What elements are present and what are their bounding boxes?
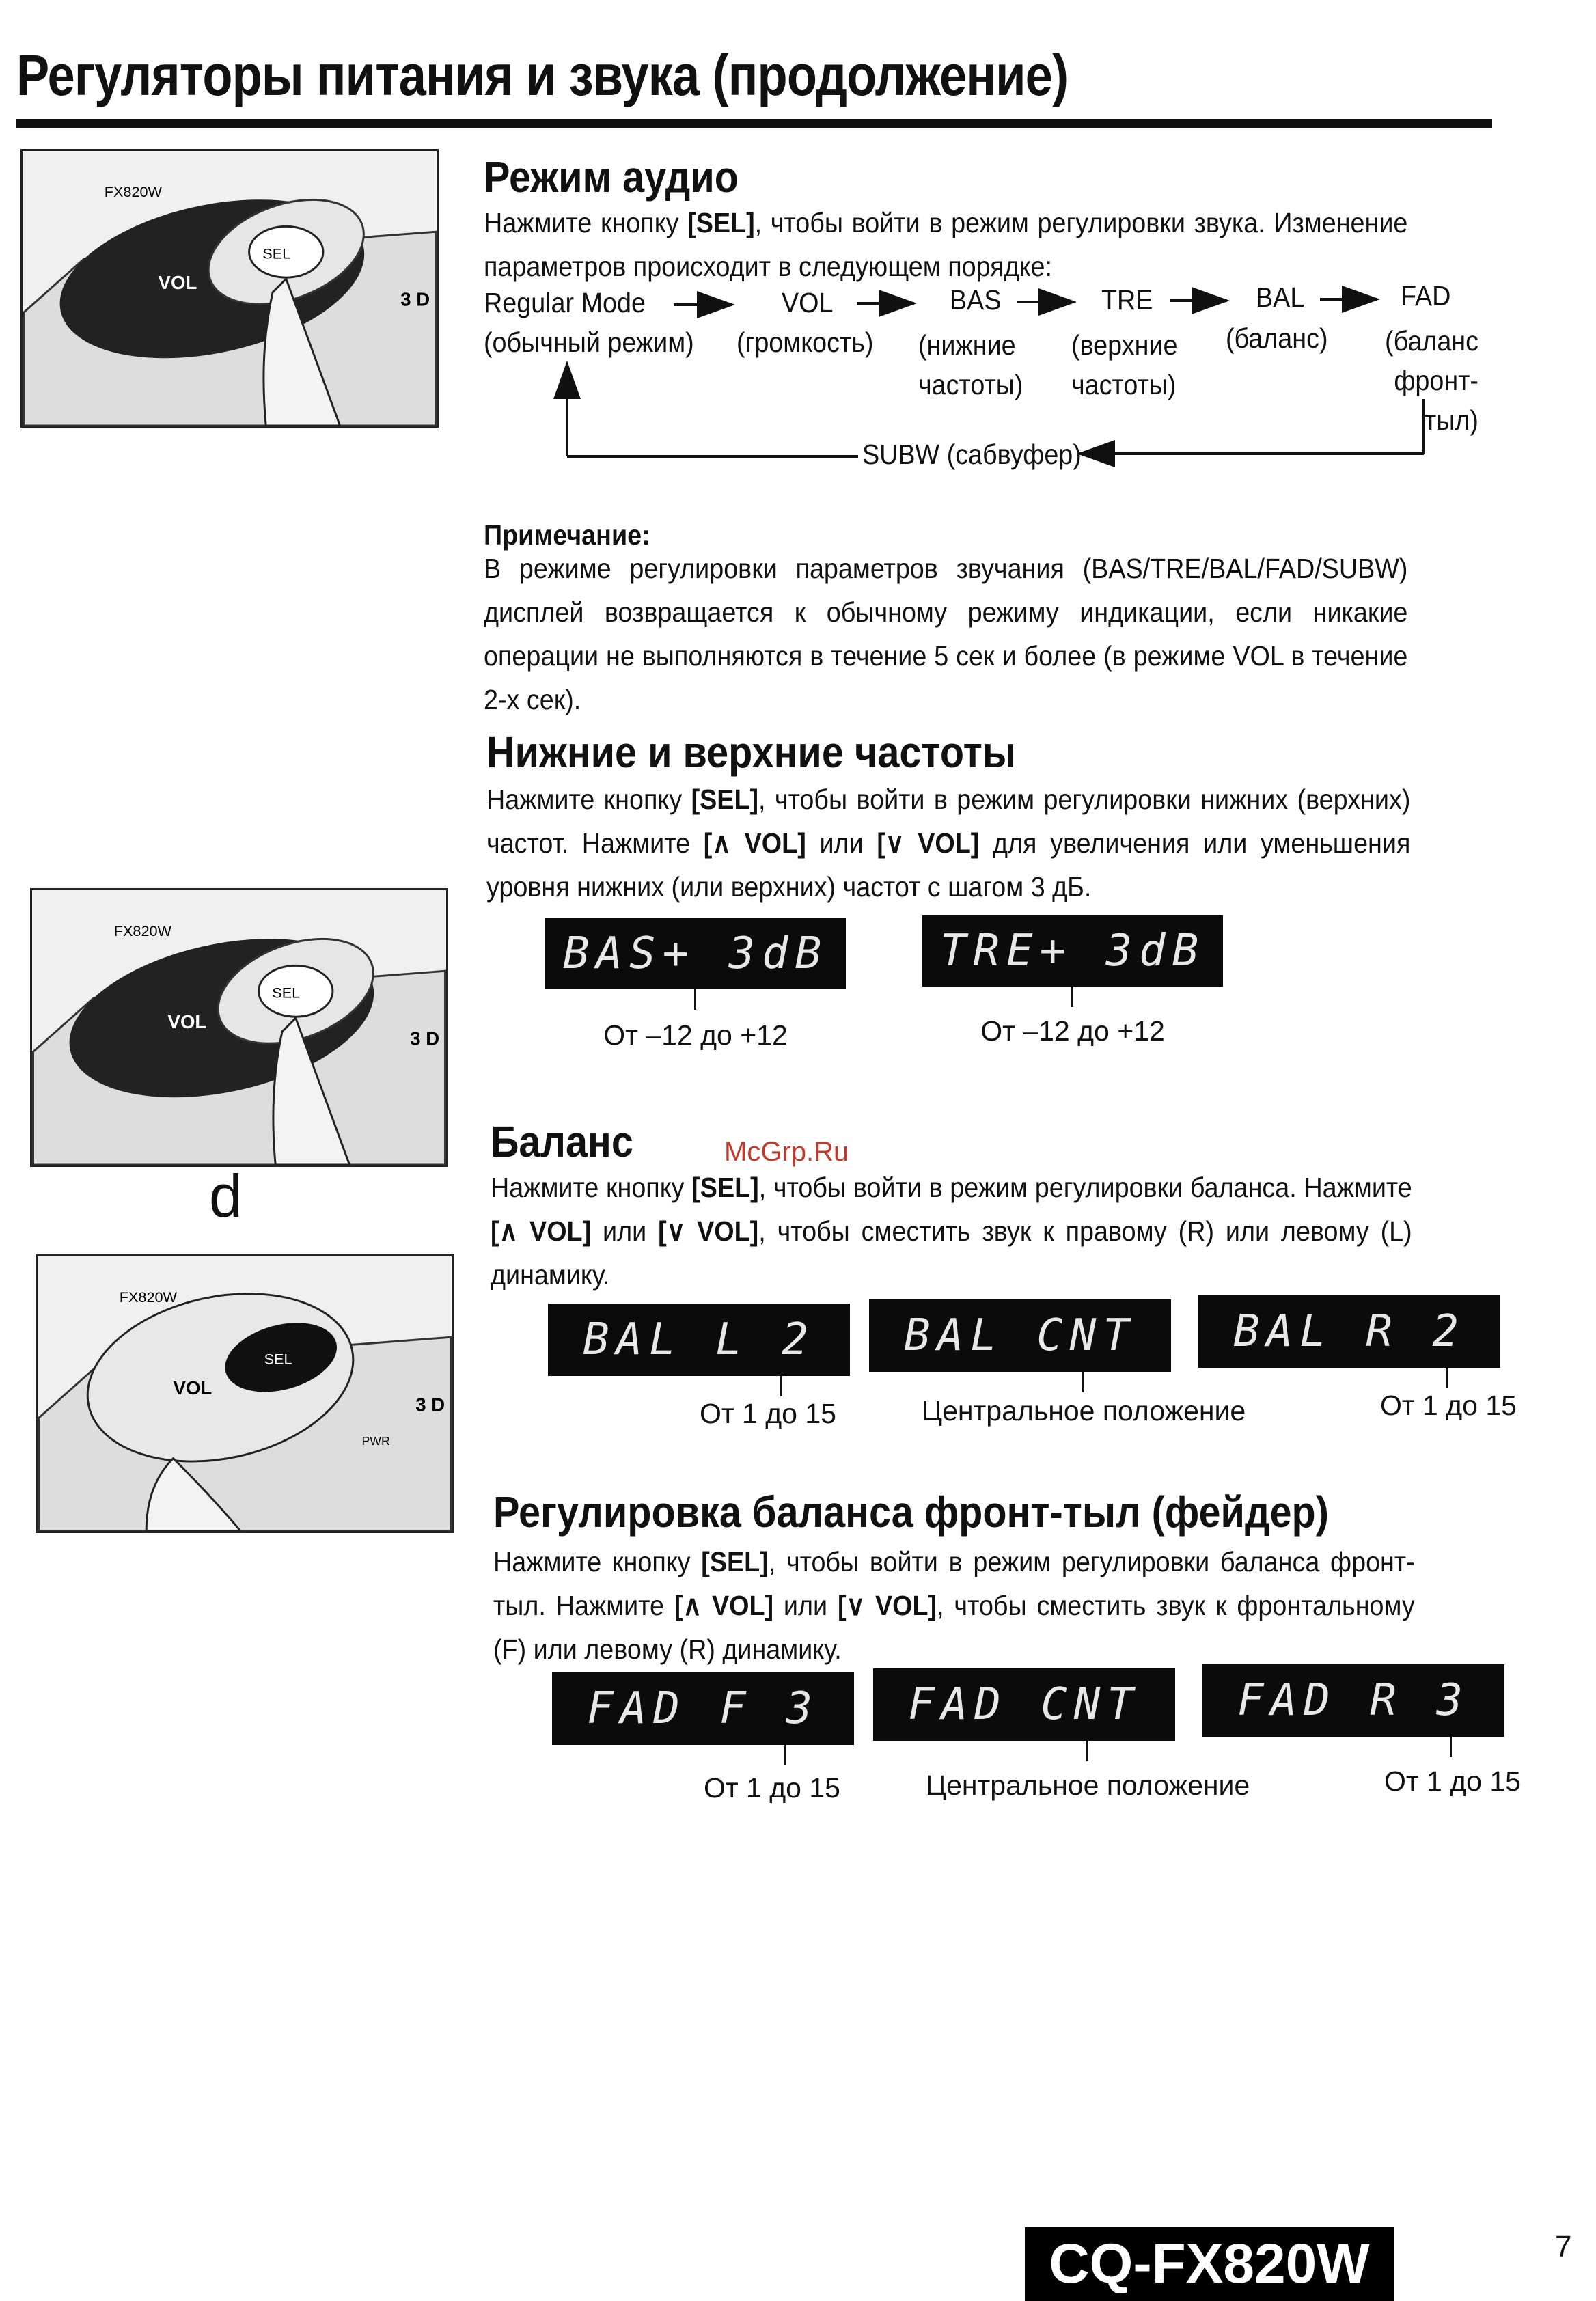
lcd-balance-right-caption: От 1 до 15 [1380,1390,1517,1421]
flow-sub-tre: (верхние частоты) [1071,329,1178,400]
flow-item-subw: SUBW (сабвуфер) [862,439,1082,470]
flow-sub-bas: (нижние частоты) [918,329,1023,400]
lcd-bass-caption: От –12 до +12 [603,1019,788,1051]
lcd-balance-left: BAL L 2 [548,1304,850,1376]
heading-bass-treble: Нижние и верхние частоты [486,728,1016,777]
page-title: Регуляторы питания и звука (продолжение) [16,43,1069,107]
device-photo-vol [36,1254,454,1533]
lcd-fader-rear-tick [1450,1737,1452,1757]
lcd-treble: TRE+ 3dB [922,915,1223,987]
balance-text: Нажмите кнопку [SEL], чтобы войти в режим регулировки баланса. Нажмите [∧ VOL] или [∨ VOL], чтобы сместить звук к правому (R) или левому (L) динамику. [491,1172,1412,1291]
lcd-fader-front-caption: От 1 до 15 [704,1772,840,1804]
device-photo-sel-2 [30,888,448,1167]
lcd-fader-rear-caption: От 1 до 15 [1384,1765,1521,1797]
svg-text:FX820W: FX820W [113,922,171,939]
lcd-balance-center-tick [1082,1372,1084,1392]
svg-text:SEL: SEL [262,245,291,262]
lcd-fader-center: FAD CNT [873,1668,1175,1741]
flow-item-regular: Regular Mode [484,287,646,318]
flow-item-tre: TRE [1101,284,1153,316]
lcd-balance-right-tick [1446,1368,1448,1388]
svg-text:PWR: PWR [361,1433,390,1448]
heading-audio-mode: Режим аудио [484,152,739,202]
page-number: 7 [1555,2230,1572,2263]
svg-text:VOL: VOL [173,1377,212,1398]
flow-item-fad: FAD [1401,280,1451,312]
lcd-balance-left-tick [780,1376,782,1396]
lcd-balance-center-caption: Центральное положение [921,1395,1246,1427]
note-text: В режиме регулировки параметров звучания (BAS/TRE/BAL/FAD/SUBW) дисплей возвращается к обычному режиму индикации, если никакие операции не выполняются в течение 5 сек и более (в режиме VOL в течение 2-х сек). [484,553,1408,715]
flow-sub-regular: (обычный режим) [484,327,694,358]
flow-item-vol: VOL [782,287,834,318]
svg-text:SEL: SEL [264,1350,292,1368]
audio-mode-text: Нажмите кнопку [SEL], чтобы войти в режим регулировки звука. Изменение параметров происходит в следующем порядке: [484,207,1408,282]
svg-text:VOL: VOL [158,271,197,293]
lcd-balance-center: BAL CNT [869,1299,1171,1372]
lcd-treble-tick [1071,987,1073,1007]
lcd-balance-right: BAL R 2 [1198,1295,1500,1368]
model-badge: CQ-FX820W [1025,2227,1394,2301]
svg-text:SEL: SEL [272,984,301,1002]
lcd-fader-front-tick [784,1745,786,1765]
svg-text:VOL: VOL [167,1010,207,1032]
side-letter: d [209,1162,243,1230]
fader-text: Нажмите кнопку [SEL], чтобы войти в режим регулировки баланса фронт-тыл. Нажмите [∧ VOL] или [∨ VOL], чтобы сместить звук к фронтальному (F) или левому (R) динамику. [493,1546,1415,1665]
note-title: Примечание: [484,519,650,551]
heading-balance: Баланс [491,1117,633,1166]
lcd-balance-left-caption: От 1 до 15 [700,1398,836,1429]
title-rule [16,119,1492,128]
lcd-bass: BAS+ 3dB [545,918,846,989]
flow-sub-vol: (громкость) [737,327,874,358]
model-label-1: FX820W [104,183,162,200]
flow-item-bal: BAL [1256,281,1305,313]
watermark: McGrp.Ru [724,1137,849,1167]
lcd-fader-front: FAD F 3 [552,1672,854,1745]
lcd-bass-tick [694,989,696,1010]
flow-sub-fad: (баланс фронт-тыл) [1385,325,1478,436]
flow-item-bas: BAS [950,284,1002,316]
svg-text:3 D: 3 D [400,288,430,310]
device-illustration [38,1256,452,1531]
flow-sub-bal: (баланс) [1226,322,1328,354]
heading-fader: Регулировка баланса фронт-тыл (фейдер) [493,1487,1329,1537]
device-illustration [32,890,446,1165]
svg-text:3 D: 3 D [410,1028,440,1049]
lcd-fader-rear: FAD R 3 [1202,1664,1504,1737]
device-photo-sel-1 [20,149,439,428]
svg-text:FX820W: FX820W [119,1289,177,1306]
lcd-fader-center-tick [1086,1741,1088,1761]
bass-treble-text: Нажмите кнопку [SEL], чтобы войти в режим регулировки нижних (верхних) частот. Нажмите [∧ VOL] или [∨ VOL] для увеличения или уменьшения уровня нижних (или верхних) частот с шагом 3 дБ. [486,784,1411,903]
lcd-treble-caption: От –12 до +12 [980,1015,1165,1047]
device-illustration [23,151,437,426]
svg-text:3 D: 3 D [415,1394,445,1416]
lcd-fader-center-caption: Центральное положение [925,1769,1250,1801]
